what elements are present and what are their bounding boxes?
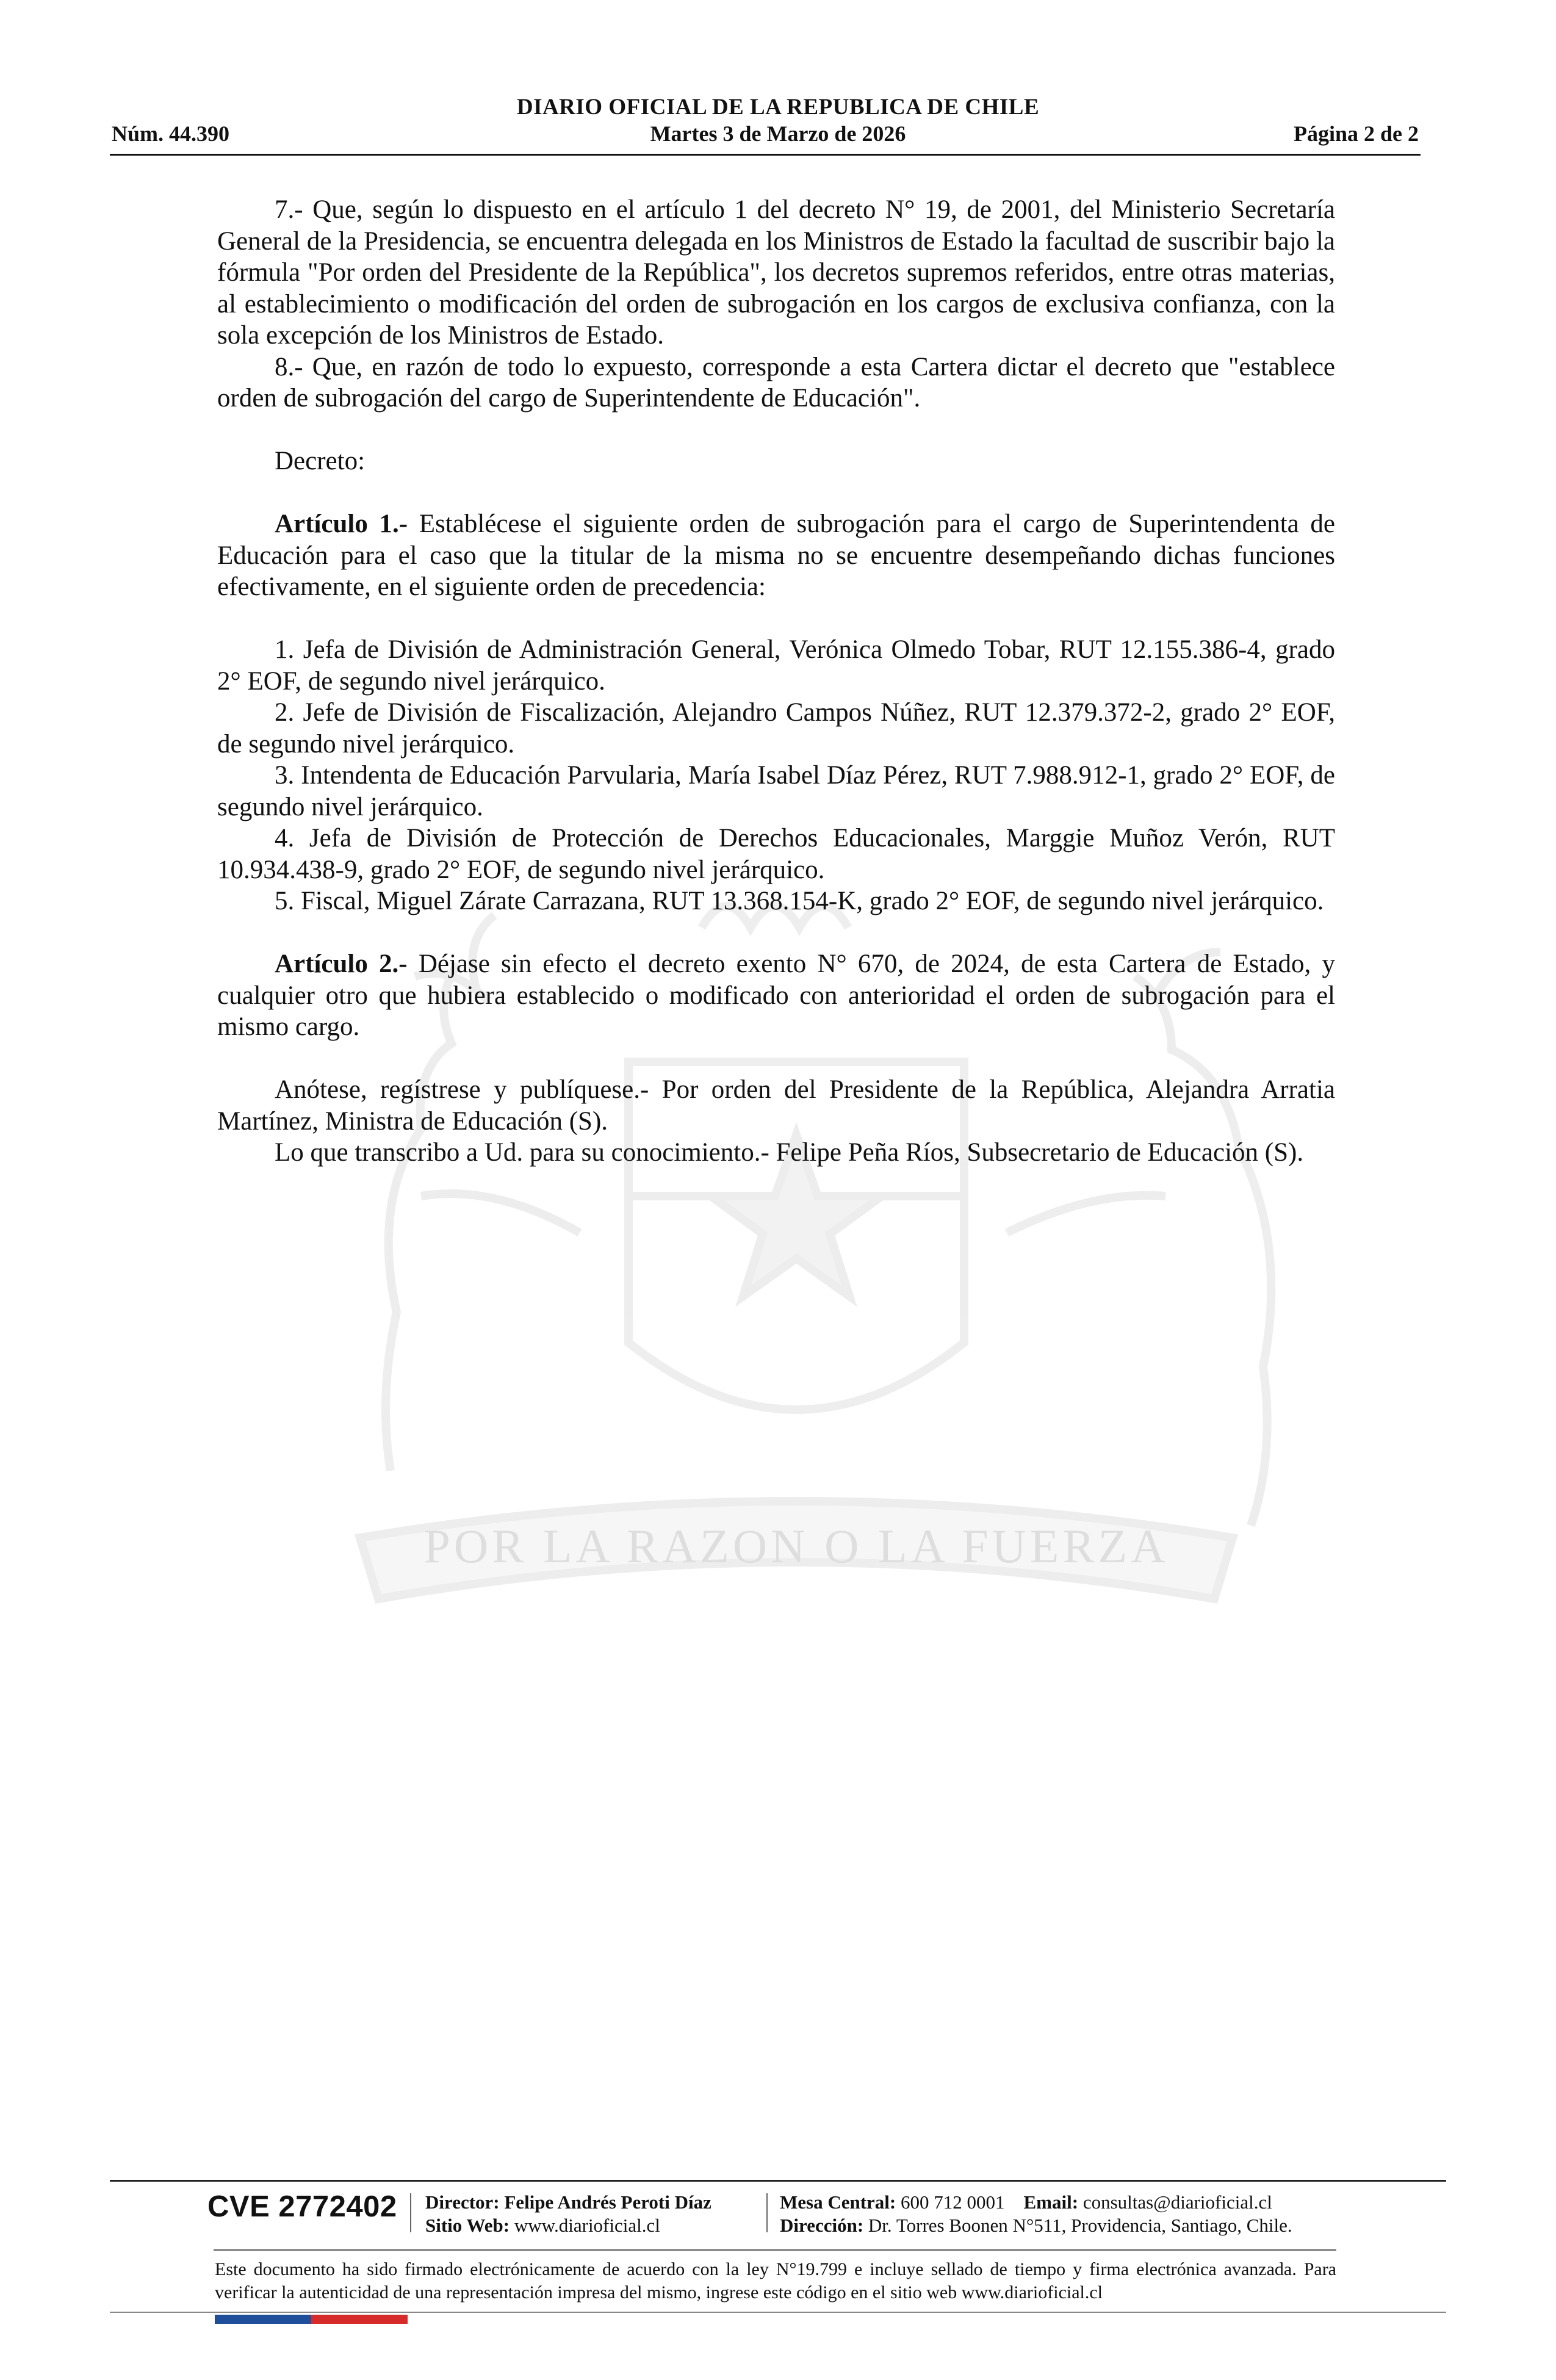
issue-number: Núm. 44.390: [112, 121, 230, 146]
address-label: Dirección:: [780, 2215, 864, 2236]
list-item: 1. Jefa de División de Administración General, Verónica Olmedo Tobar, RUT 12.155.386-4, grado 2° EOF, de segundo nivel jerárquico.: [217, 635, 1335, 696]
article-2-label: Artículo 2.-: [275, 950, 408, 978]
list-item: 5. Fiscal, Miguel Zárate Carrazana, RUT 13.368.154-K, grado 2° EOF, de segundo nivel jerárquico.: [275, 887, 1324, 915]
list-item: 2. Jefe de División de Fiscalización, Alejandro Campos Núñez, RUT 12.379.372-2, grado 2° EOF, de segundo nivel jerárquico.: [217, 698, 1335, 759]
article-2-text: Déjase sin efecto el decreto exento N° 670, de 2024, de esta Cartera de Estado, y cualquier otro que hubiera establecido o modificado con anterioridad el orden de subrogación para el mismo cargo.: [217, 950, 1336, 1041]
flag-band-blue: [215, 2315, 311, 2324]
flag-band-red: [311, 2315, 408, 2324]
paragraph-7: 7.- Que, según lo dispuesto en el artículo 1 del decreto N° 19, de 2001, del Ministerio Secretaría General de la Presidencia, se encuentra delegada en los Ministros de Estado la facultad de suscribir bajo la fórmula "Por orden del Presidente de la República", los decretos supremos referidos, entre otras materias, al establecimiento o modificación del orden de subrogación en los cargos de exclusiva confianza, con la sola excepción de los Ministros de Estado.: [217, 195, 1335, 350]
footer-separator: [410, 2193, 411, 2232]
issue-date: Martes 3 de Marzo de 2026: [650, 121, 906, 146]
director-name: Felipe Andrés Peroti Díaz: [504, 2191, 711, 2213]
paragraph-8: 8.- Que, en razón de todo lo expuesto, corresponde a esta Cartera dictar el decreto que "establece orden de subrogación del cargo de Superintendente de Educación".: [217, 352, 1335, 413]
closing-transcription: Lo que transcribo a Ud. para su conocimiento.- Felipe Peña Ríos, Subsecretario de Educación (S).: [275, 1138, 1304, 1167]
watermark-motto: POR LA RAZON O LA FUERZA: [423, 1520, 1169, 1573]
article-2: [217, 948, 1335, 1043]
director-label: Director:: [425, 2191, 500, 2213]
footer-contact-block: [780, 2191, 1292, 2237]
footer-divider-bottom: [110, 2312, 1446, 2313]
closing-signature: Anótese, regístrese y publíquese.- Por orden del Presidente de la República, Alejandra Arratia Martínez, Ministra de Educación (S).: [217, 1075, 1335, 1136]
address-value: Dr. Torres Boonen N°511, Providencia, Santiago, Chile.: [868, 2215, 1292, 2236]
document-body: [217, 194, 1335, 1169]
mesa-phone: 600 712 0001: [901, 2191, 1005, 2213]
article-1: [217, 508, 1335, 603]
site-label: Sitio Web:: [425, 2215, 510, 2236]
footer-divider-mid: [214, 2249, 1336, 2251]
decree-heading: Decreto:: [275, 447, 366, 475]
list-item: 3. Intendenta de Educación Parvularia, María Isabel Díaz Pérez, RUT 7.988.912-1, grado 2° EOF, de segundo nivel jerárquico.: [217, 761, 1335, 821]
mesa-label: Mesa Central:: [780, 2191, 896, 2213]
article-1-text: Establécese el siguiente orden de subrogación para el cargo de Superintendenta de Educación para el caso que la titular de la misma no se encuentre desempeñando dichas funciones efectivamente, en el siguiente orden de precedencia:: [217, 510, 1336, 601]
header-divider: [110, 154, 1421, 156]
email-label: Email:: [1023, 2191, 1079, 2213]
site-link[interactable]: www.diarioficial.cl: [514, 2215, 660, 2236]
list-item: 4. Jefa de División de Protección de Derechos Educacionales, Marggie Muñoz Verón, RUT 10.934.438-9, grado 2° EOF, de segundo nivel jerárquico.: [217, 824, 1335, 884]
footer-director-block: [425, 2191, 711, 2237]
newspaper-title: DIARIO OFICIAL DE LA REPUBLICA DE CHILE: [516, 95, 1040, 120]
footer-divider-top: [110, 2180, 1446, 2182]
signature-note: Este documento ha sido firmado electrónicamente de acuerdo con la ley N°19.799 e incluye sellado de tiempo y firma electrónica avanzada. Para verificar la autenticidad de una representación impresa del mismo, ingrese este código en el sitio web www.diarioficial.cl: [215, 2259, 1336, 2302]
email-link[interactable]: consultas@diarioficial.cl: [1082, 2191, 1272, 2213]
page-indicator: Página 2 de 2: [1293, 121, 1419, 146]
footer-separator: [766, 2193, 768, 2232]
cve-code: CVE 2772402: [207, 2190, 397, 2223]
article-1-label: Artículo 1.-: [275, 510, 408, 538]
